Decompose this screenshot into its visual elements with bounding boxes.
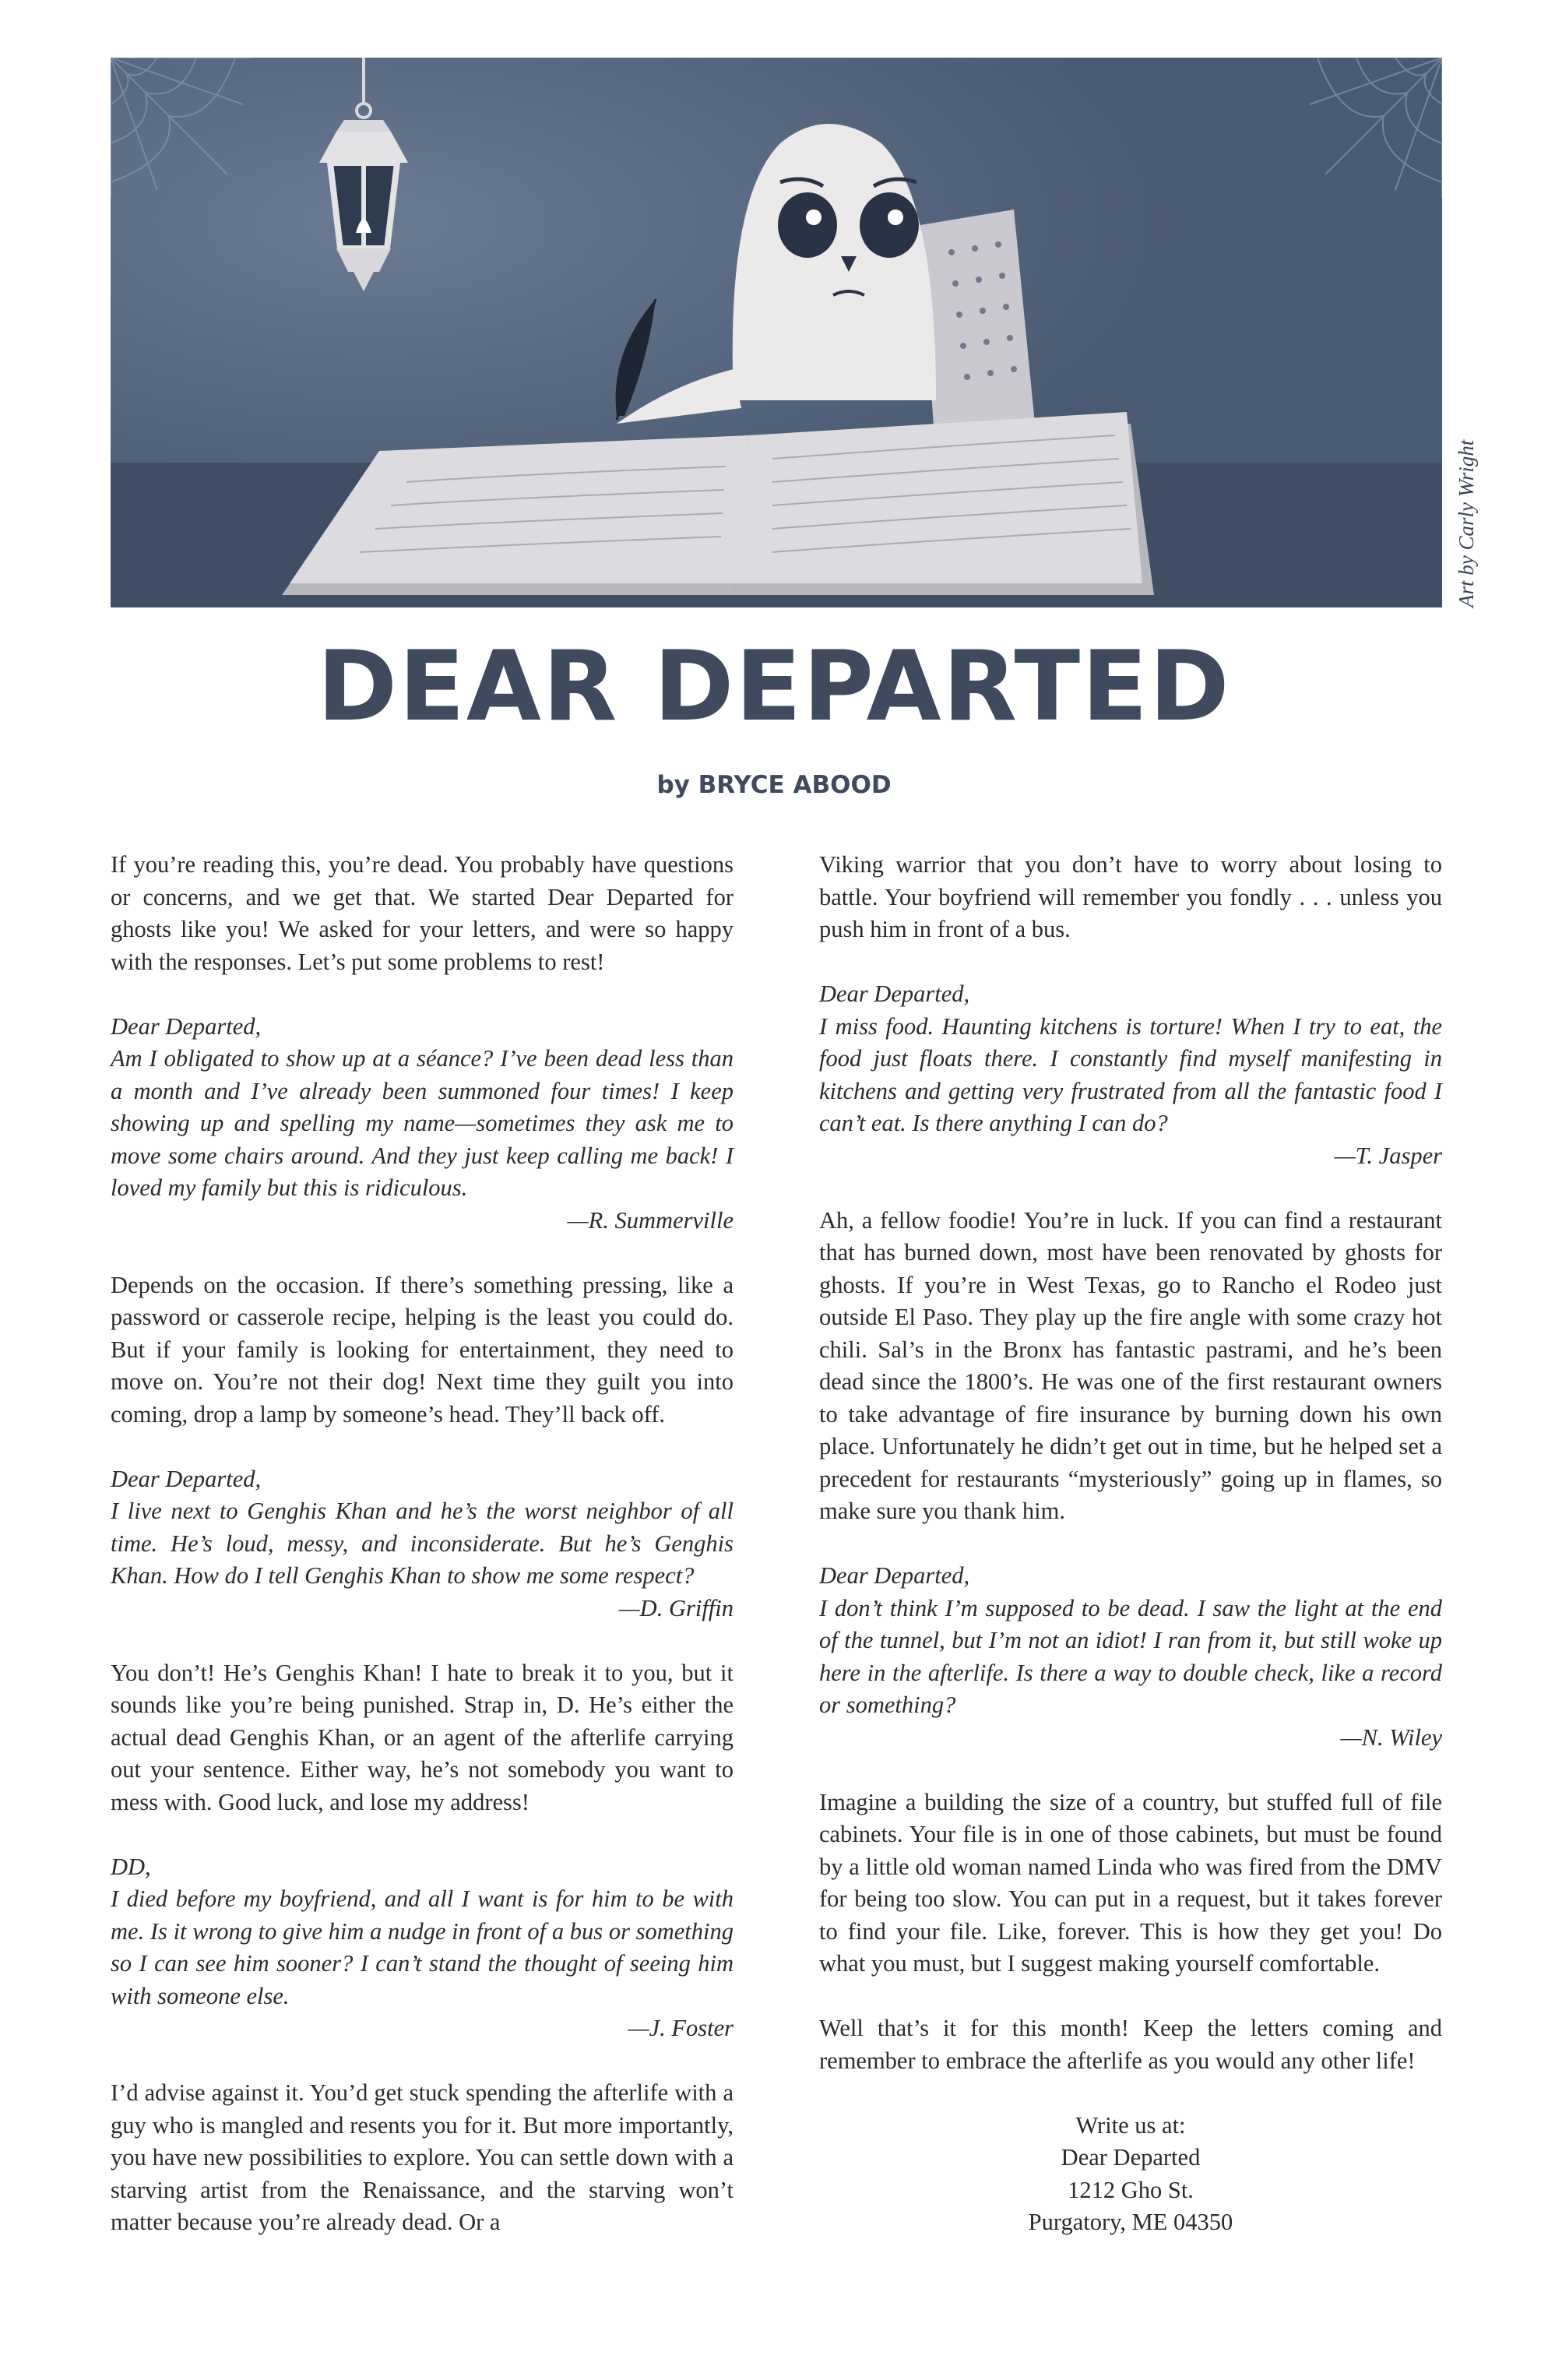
letter-body: I miss food. Haunting kitchens is torture! When I try to eat, the food just floats there. I constantly find myself manifesting in kitchens and getting very frustrated from all the fantastic food I can’t eat. Is there anything I can do? [819, 1012, 1442, 1136]
letter-body: I died before my boyfriend, and all I want is for him to be with me. Is it wrong to give him a nudge in front of a bus or something so I can see him sooner? I can’t stand the thought of seeing him with someone else. [111, 1885, 734, 2009]
letter-salutation: DD, [111, 1853, 151, 1880]
article-title: DEAR DEPARTED [317, 631, 1231, 743]
reply-paragraph: You don’t! He’s Genghis Khan! I hate to break it to you, but it sounds like you’re being punished. Strap in, D. He’s either the actual dead Genghis Khan, or an agent of the afterlife carrying out your sentence. Either way, he’s not somebody you want to mess with. Good luck, and lose my address! [111, 1659, 734, 1815]
intro-paragraph: If you’re reading this, you’re dead. You probably have questions or concerns, and we get that. We started Dear Departed for ghosts like you! We asked for your letters, and were so happy with the responses. Let’s put some problems to rest! [111, 851, 734, 975]
letter-salutation: Dear Departed, [819, 981, 970, 1007]
letter-signature: —J. Foster [628, 2015, 734, 2041]
article-byline: by BRYCE ABOOD [656, 771, 892, 799]
right-column [819, 849, 1442, 2239]
letter-salutation: Dear Departed, [819, 1562, 970, 1589]
reply-paragraph: Imagine a building the size of a country, but stuffed full of file cabinets. Your file is in one of those cabinets, but must be found by a little old woman named Linda who was fired from the DMV for being too slow. You can put in a request, but it takes forever to find your file. Like, forever. This is how they get you! Do what you must, but I suggest making yourself comfortable. [819, 1788, 1442, 1977]
address-line: 1212 Gho St. [1068, 2176, 1194, 2203]
reply-paragraph: I’d advise against it. You’d get stuck spending the afterlife with a guy who is mangled and resents you for it. But more importantly, you have new possibilities to explore. You can settle down with a starving artist from the Renaissance, and the starving won’t matter because you’re already dead. Or a [111, 2079, 734, 2235]
illustration-credit: Art by Carly Wright [1455, 439, 1478, 607]
header-illustration [111, 58, 1442, 607]
address-line: Purgatory, ME 04350 [1028, 2209, 1233, 2235]
letter-signature: —N. Wiley [1340, 1723, 1442, 1751]
letter-signature: —T. Jasper [1334, 1142, 1442, 1169]
closing-paragraph: Well that’s it for this month! Keep the letters coming and remember to embrace the afterlife as you would any other life! [819, 2015, 1442, 2074]
letter-body: I don’t think I’m supposed to be dead. I saw the light at the end of the tunnel, but I’m not an idiot! I ran from it, but still woke up here in the afterlife. Is there a way to double check, like a record or something? [819, 1594, 1442, 1718]
address-line: Write us at: [1075, 2111, 1186, 2139]
reply-paragraph: Ah, a fellow foodie! You’re in luck. If you can find a restaurant that has burned down, most have been renovated by ghosts for ghosts. If you’re in West Texas, go to Rancho el Rodeo just outside El Paso. They play up the fire angle with some crazy hot chili. Sal’s in the Bronx has fantastic pastrami, and he’s been dead since the 1800’s. He was one of the first restaurant owners to take advantage of fire insurance by burning down his own place. Unfortunately he didn’t get out in time, but he helped set a precedent for restaurants “mysteriously” going up in flames, so make sure you thank him. [819, 1206, 1442, 1524]
letter-body: Am I obligated to show up at a séance? I’ve been dead less than a month and I’ve already been summoned four times! I keep showing up and spelling my name—sometimes they ask me to move some chairs around. And they just keep calling me back! I loved my family but this is ridiculous. [111, 1045, 734, 1201]
letter-signature: —R. Summerville [567, 1206, 734, 1234]
left-column [111, 849, 734, 2239]
ghost-writing-illustration [111, 58, 1442, 607]
reply-paragraph: Viking warrior that you don’t have to worry about losing to battle. Your boyfriend will remember you fondly . . . unless you push him in front of a bus. [819, 851, 1442, 942]
address-line: Dear Departed [1061, 2144, 1201, 2171]
letter-body: I live next to Genghis Khan and he’s the worst neighbor of all time. He’s loud, messy, and inconsiderate. But he’s Genghis Khan. How do I tell Genghis Khan to show me some respect? [111, 1498, 734, 1589]
letter-salutation: Dear Departed, [111, 1012, 262, 1040]
reply-paragraph: Depends on the occasion. If there’s something pressing, like a password or casserole recipe, helping is the least you could do. But if your family is looking for entertainment, they need to move on. You’re not their dog! Next time they guilt you into coming, drop a lamp by someone’s head. They’ll back off. [111, 1271, 734, 1428]
letter-signature: —D. Griffin [618, 1594, 734, 1621]
mailing-address [819, 2110, 1442, 2239]
letter-salutation: Dear Departed, [111, 1465, 262, 1492]
